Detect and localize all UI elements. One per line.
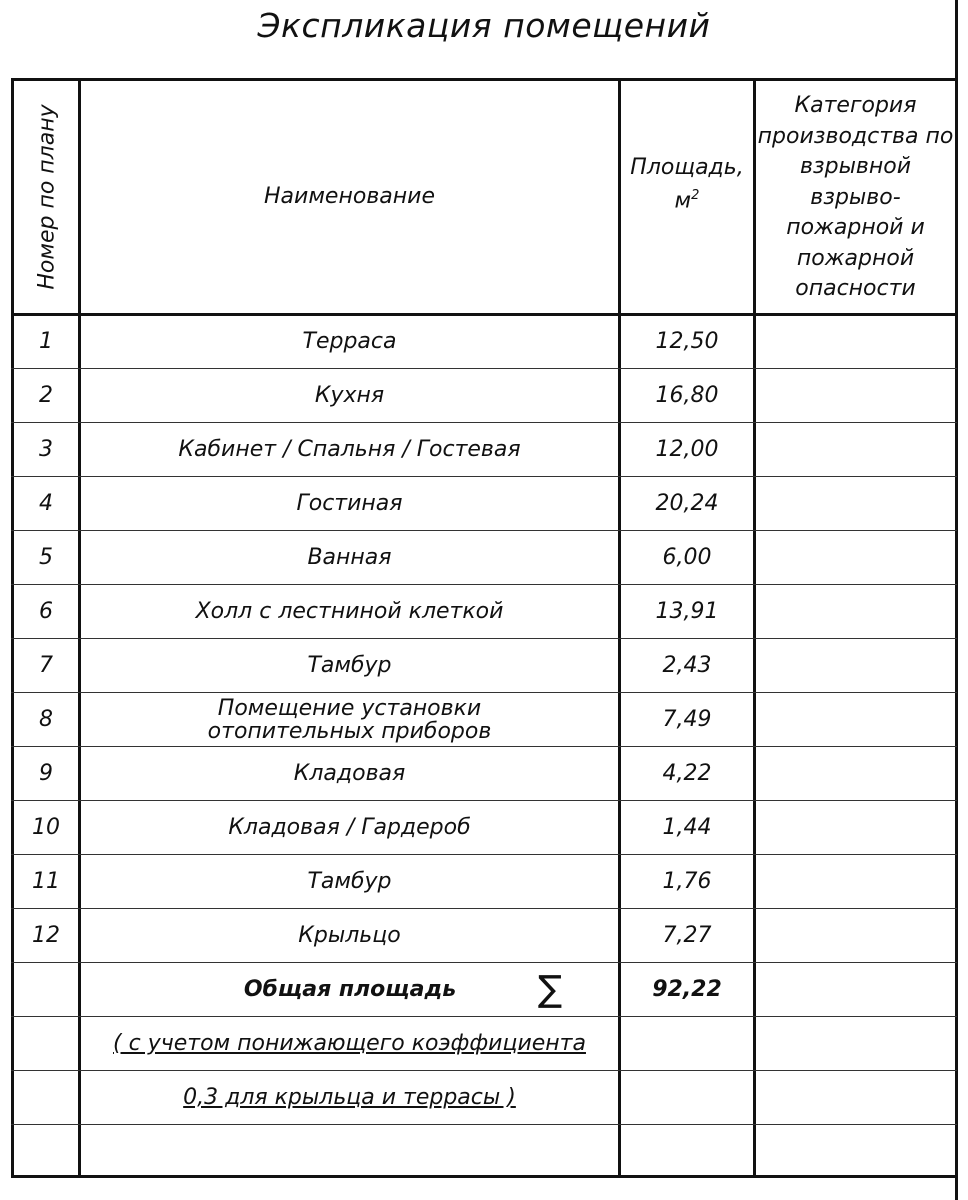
row-area: 13,91 [655, 598, 719, 624]
header-number-label: Номер по плану [34, 104, 60, 290]
row-area: 1,76 [662, 868, 712, 894]
page-title: Экспликация помещений [257, 6, 711, 45]
row-name-line: Помещение установки [217, 695, 482, 721]
row-area: 7,27 [662, 922, 712, 948]
row-area: 20,24 [655, 490, 719, 516]
row-area: 12,00 [655, 436, 719, 462]
row-number: 7 [39, 652, 53, 678]
row-name-line: отопительных приборов [207, 718, 492, 744]
header-area-unit-wrap [630, 182, 743, 215]
row-name [81, 693, 618, 746]
note-line: 0,3 для крыльца и террасы ) [183, 1084, 516, 1110]
row-name: Кабинет / Спальня / Гостевая [178, 436, 521, 462]
row-number: 4 [39, 490, 53, 516]
total-label: Общая площадь [243, 976, 457, 1002]
header-area-unit: м [674, 188, 692, 214]
header-area-label: Площадь, [630, 155, 744, 181]
row-number: 12 [32, 922, 60, 948]
row-name: Крыльцо [298, 922, 401, 948]
row-name: Кладовая [293, 760, 406, 786]
header-area-cell [621, 81, 753, 313]
sigma-icon: ∑ [537, 968, 563, 1010]
row-number: 5 [39, 544, 53, 570]
total-area: 92,22 [652, 976, 722, 1002]
row-area: 16,80 [655, 382, 719, 408]
row-divider [11, 1124, 957, 1125]
header-category-cell [756, 81, 955, 313]
note-line: ( с учетом понижающего коэффициента [113, 1030, 586, 1056]
row-number: 2 [39, 382, 53, 408]
header-number-cell [14, 81, 80, 313]
row-name: Ванная [307, 544, 392, 570]
row-area: 6,00 [662, 544, 712, 570]
header-name-cell [81, 81, 618, 313]
header-name-label: Наименование [264, 184, 435, 209]
row-name: Кухня [314, 382, 385, 408]
header-category-label: Категория производства по взрывной взрыво- пожарной и пожарной опасности [757, 93, 954, 301]
row-number: 11 [32, 868, 60, 894]
row-number: 3 [39, 436, 53, 462]
row-number: 6 [39, 598, 53, 624]
row-name: Тамбур [307, 652, 392, 678]
row-number: 1 [39, 329, 53, 354]
row-area: 4,22 [662, 760, 712, 786]
row-name: Гостиная [296, 490, 403, 516]
row-name: Терраса [302, 329, 397, 354]
row-name: Тамбур [307, 868, 392, 894]
row-area: 7,49 [662, 706, 712, 732]
row-number: 10 [32, 814, 60, 840]
row-area: 12,50 [655, 329, 719, 354]
header-area-unit-sup: 2 [691, 188, 700, 204]
row-area: 2,43 [662, 652, 712, 678]
row-name: Кладовая / Гардероб [228, 814, 471, 840]
row-name: Холл с лестниной клеткой [195, 598, 504, 624]
row-number: 9 [39, 760, 53, 786]
row-area: 1,44 [662, 814, 712, 840]
row-number: 8 [39, 706, 53, 732]
